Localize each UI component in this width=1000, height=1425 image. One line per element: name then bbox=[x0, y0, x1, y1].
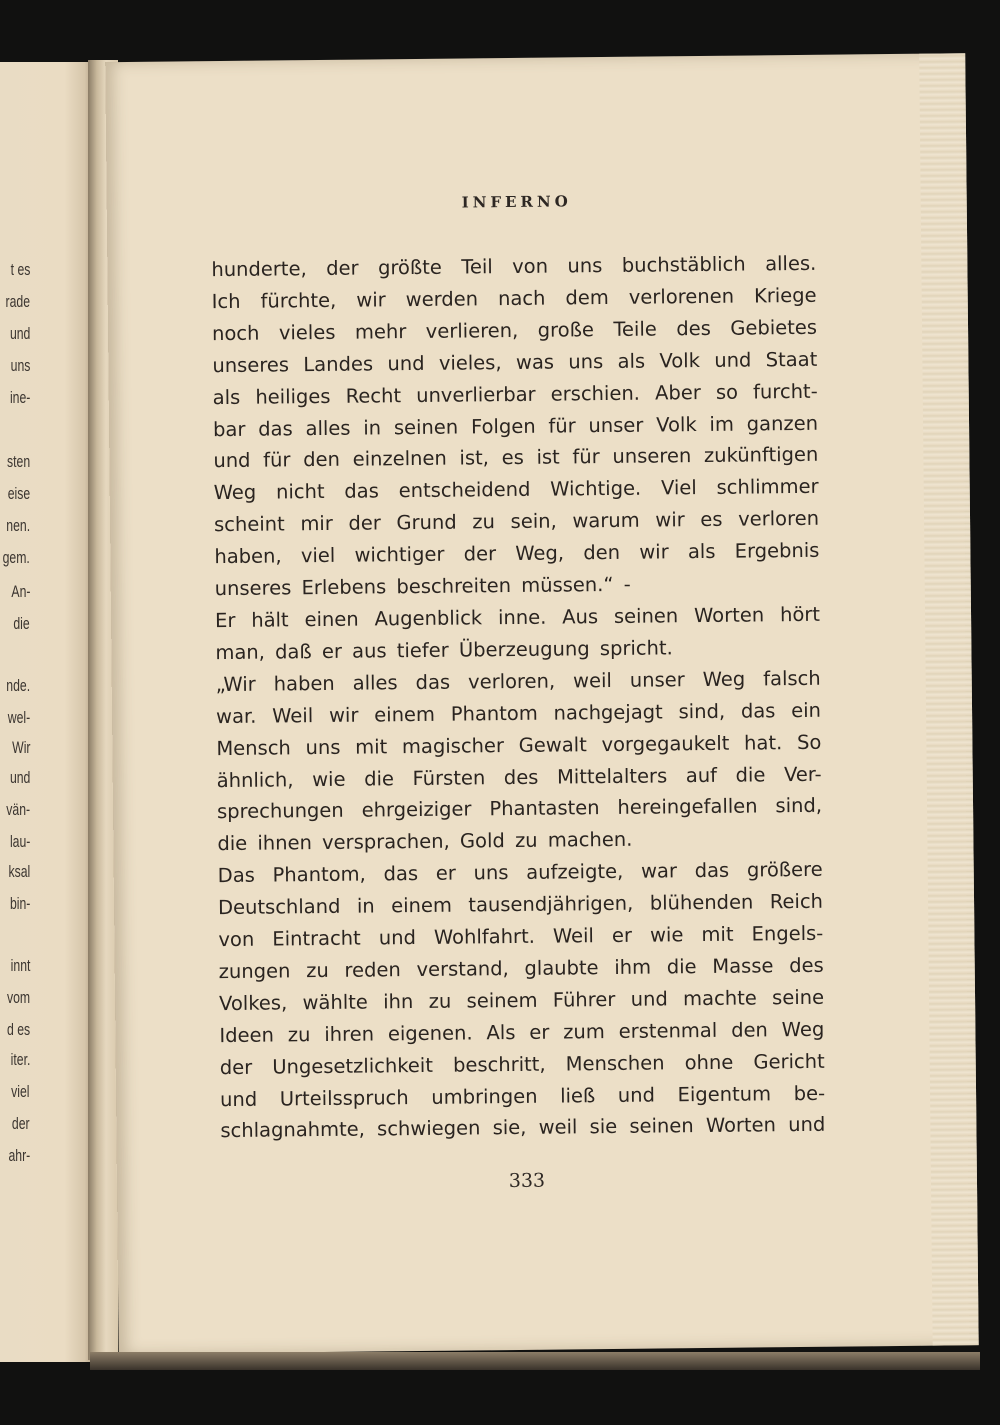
previous-page-fragment: eise bbox=[7, 484, 30, 503]
text-line: der Ungesetzlichkeit beschritt, Menschen ohne Gericht bbox=[219, 1049, 825, 1079]
previous-page-fragment: ine- bbox=[9, 388, 30, 407]
previous-page-fragment: die bbox=[13, 614, 30, 633]
text-line: als heiliges Recht unverlierbar erschien. Aber so furcht- bbox=[212, 379, 818, 409]
body-text bbox=[211, 248, 825, 1148]
text-line: Er hält einen Augenblick inne. Aus seinen Worten hört bbox=[214, 602, 821, 633]
previous-page-fragment: und bbox=[9, 324, 30, 343]
text-line: bar das alles in seinen Folgen für unser Volk im ganzen bbox=[212, 411, 819, 441]
text-line: noch vieles mehr verlieren, große Teile des Gebietes bbox=[211, 315, 818, 345]
previous-page-fragment: der bbox=[12, 1114, 30, 1133]
previous-page-fragment: bin- bbox=[9, 894, 30, 913]
text-line: scheint mir der Grund zu sein, warum wir es verloren bbox=[213, 507, 820, 537]
text-line: man, daß er aus tiefer Überzeugung spricht. bbox=[215, 636, 673, 664]
previous-page-text-fragments bbox=[0, 62, 32, 1362]
text-line: die ihnen versprachen, Gold zu machen. bbox=[217, 828, 633, 856]
previous-page-fragment: wel- bbox=[7, 708, 30, 727]
previous-page-fragment: t es bbox=[10, 260, 30, 279]
text-line: war. Weil wir einem Phantom nachgejagt sind, das ein bbox=[215, 698, 822, 728]
previous-page-fragment: Wir bbox=[11, 738, 30, 757]
text-line: unseres Landes und vieles, was uns als Volk und Staat bbox=[212, 347, 818, 377]
text-line: Mensch uns mit magischer Gewalt vorgegaukelt hat. So bbox=[216, 730, 822, 760]
previous-page-fragment: gem. bbox=[2, 548, 30, 567]
previous-page-fragment: vän- bbox=[6, 800, 30, 819]
text-line: Ideen zu ihren eigenen. Als er zum erstenmal den Weg bbox=[219, 1017, 825, 1047]
previous-page bbox=[0, 62, 92, 1362]
text-line: und Urteilsspruch umbringen ließ und Eigentum be- bbox=[219, 1081, 826, 1111]
previous-page-fragment: vom bbox=[6, 988, 30, 1007]
text-line: unseres Erlebens beschreiten müssen.“ - bbox=[214, 572, 631, 601]
previous-page-fragment: ksal bbox=[8, 862, 30, 881]
text-line: Weg nicht das entscheidend Wichtige. Viel schlimmer bbox=[213, 475, 819, 505]
book-cover-edge bbox=[90, 1352, 980, 1370]
text-line: Ich fürchte, wir werden nach dem verlorenen Kriege bbox=[211, 283, 817, 314]
text-line: „Wir haben alles das verloren, weil unser Weg falsch bbox=[215, 666, 821, 696]
previous-page-fragment: iter. bbox=[10, 1050, 30, 1069]
page-number: 333 bbox=[508, 1169, 546, 1193]
book-page bbox=[105, 53, 978, 1354]
text-line: von Eintracht und Wohlfahrt. Weil er wie mit Engels- bbox=[218, 921, 824, 952]
text-line: und für den einzelnen ist, es ist für unseren zukünftigen bbox=[213, 443, 819, 473]
text-line: hunderte, der größte Teil von uns buchstäblich alles. bbox=[211, 251, 817, 282]
previous-page-fragment: lau- bbox=[9, 832, 30, 851]
running-head: INFERNO bbox=[461, 192, 572, 212]
text-line: ähnlich, wie die Fürsten des Mittelalters auf die Ver- bbox=[216, 762, 822, 792]
previous-page-fragment: sten bbox=[6, 452, 30, 471]
page-edge bbox=[919, 53, 979, 1345]
text-line: Volkes, wählte ihn zu seinem Führer und machte seine bbox=[218, 985, 825, 1015]
previous-page-fragment: und bbox=[9, 768, 30, 787]
previous-page-fragment: viel bbox=[11, 1082, 30, 1101]
previous-page-fragment: nen. bbox=[6, 516, 30, 535]
previous-page-fragment: uns bbox=[10, 356, 30, 375]
previous-page-fragment: nde. bbox=[6, 676, 30, 695]
text-line: sprechungen ehrgeiziger Phantasten hereingefallen sind, bbox=[216, 794, 823, 824]
text-line: Deutschland in einem tausendjährigen, blühenden Reich bbox=[217, 889, 824, 920]
text-line: Das Phantom, das er uns aufzeigte, war das größere bbox=[217, 857, 823, 888]
previous-page-fragment: An- bbox=[10, 582, 30, 601]
previous-page-fragment: rade bbox=[5, 292, 30, 311]
text-line: haben, viel wichtiger der Weg, den wir als Ergebnis bbox=[214, 538, 820, 569]
text-line: schlagnahmte, schwiegen sie, weil sie seinen Worten und bbox=[220, 1113, 826, 1143]
previous-page-fragment: d es bbox=[6, 1020, 30, 1039]
text-line: zungen zu reden verstand, glaubte ihm die Masse des bbox=[218, 953, 824, 984]
previous-page-fragment: ahr- bbox=[8, 1146, 30, 1165]
previous-page-fragment: innt bbox=[10, 956, 30, 975]
